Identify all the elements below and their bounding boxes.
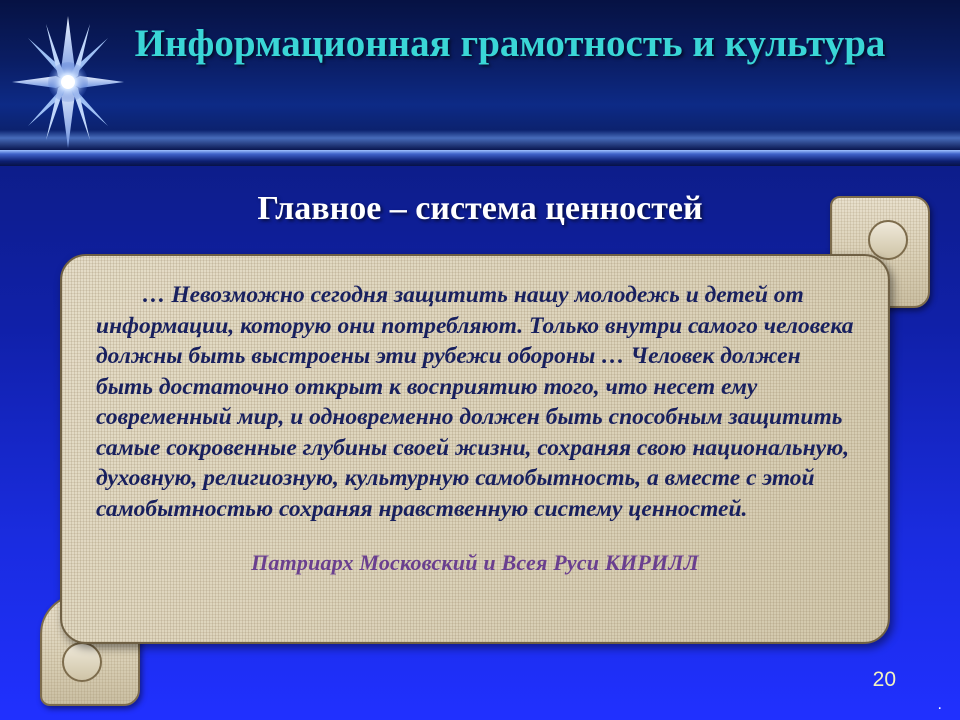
quote-author: Патриарх Московский и Всея Руси КИРИЛЛ [251,550,699,576]
scroll-graphic [40,196,930,706]
page-title: Информационная грамотность и культура [134,22,886,65]
corner-mark: . [937,696,942,713]
header-underline-divider [0,150,960,166]
scroll-curl-top-right [868,220,908,260]
page-number: 20 [872,668,896,691]
quote-body: … Невозможно сегодня защитить нашу молодежь и детей от информации, которую они потребляют. Только внутри самого человека должны быть выстроены эти рубежи обороны … Человек должен быть достаточно открыт к восприятию того, что несет ему современный мир, и одновременно должен быть способным защитить самые сокровенные глубины своей жизни, сохраняя свою национальную, духовную, религиозную, культурную самобытность, а вместе с этой самобытностью сохраняя нравственную систему ценностей. [96,282,854,522]
scroll-curl-bottom-left [62,642,102,682]
slide-subtitle: Главное – система ценностей [257,190,703,227]
quote-parchment [60,254,890,644]
